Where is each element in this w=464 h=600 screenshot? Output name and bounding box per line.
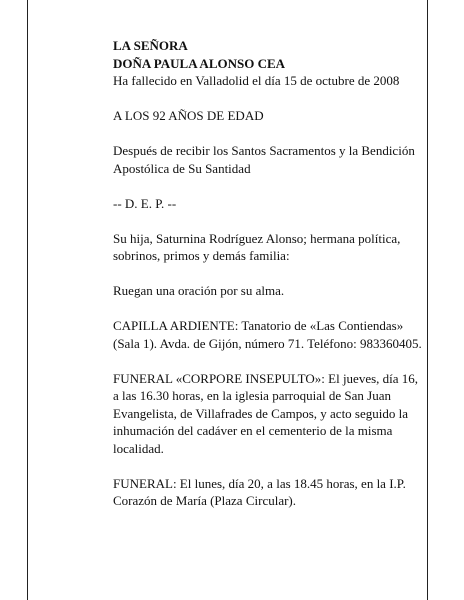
- dep-line: -- D. E. P. --: [113, 195, 177, 211]
- deceased-name: DOÑA PAULA ALONSO CEA: [113, 55, 286, 71]
- left-border-line: [27, 0, 28, 600]
- obituary-notice: [113, 37, 425, 510]
- age-line: A LOS 92 AÑOS DE EDAD: [113, 108, 264, 123]
- prayer-line: Ruegan una oración por su alma.: [113, 283, 285, 298]
- family-paragraph: Su hija, Saturnina Rodríguez Alonso; hermana política, sobrinos, primos y demás familia:: [113, 230, 401, 263]
- right-border-line: [427, 0, 428, 600]
- funeral-corpore-paragraph: FUNERAL «CORPORE INSEPULTO»: El jueves, día 16, a las 16.30 horas, en la iglesia parroquial de San Juan Evangelista, de Villafrades de Campos, y acto seguido la inhumación del cadáver en el cementerio de la misma localidad.: [113, 370, 419, 456]
- death-announcement: Ha fallecido en Valladolid el día 15 de octubre de 2008: [113, 73, 400, 88]
- sacraments-paragraph: Después de recibir los Santos Sacramentos y la Bendición Apostólica de Su Santidad: [113, 143, 415, 176]
- notice-title: LA SEÑORA: [113, 38, 188, 53]
- funeral-mass-paragraph: FUNERAL: El lunes, día 20, a las 18.45 horas, en la I.P. Corazón de María (Plaza Circular).: [113, 475, 406, 508]
- chapel-paragraph: CAPILLA ARDIENTE: Tanatorio de «Las Contiendas» (Sala 1). Avda. de Gijón, número 71. Teléfono: 983360405.: [113, 318, 422, 351]
